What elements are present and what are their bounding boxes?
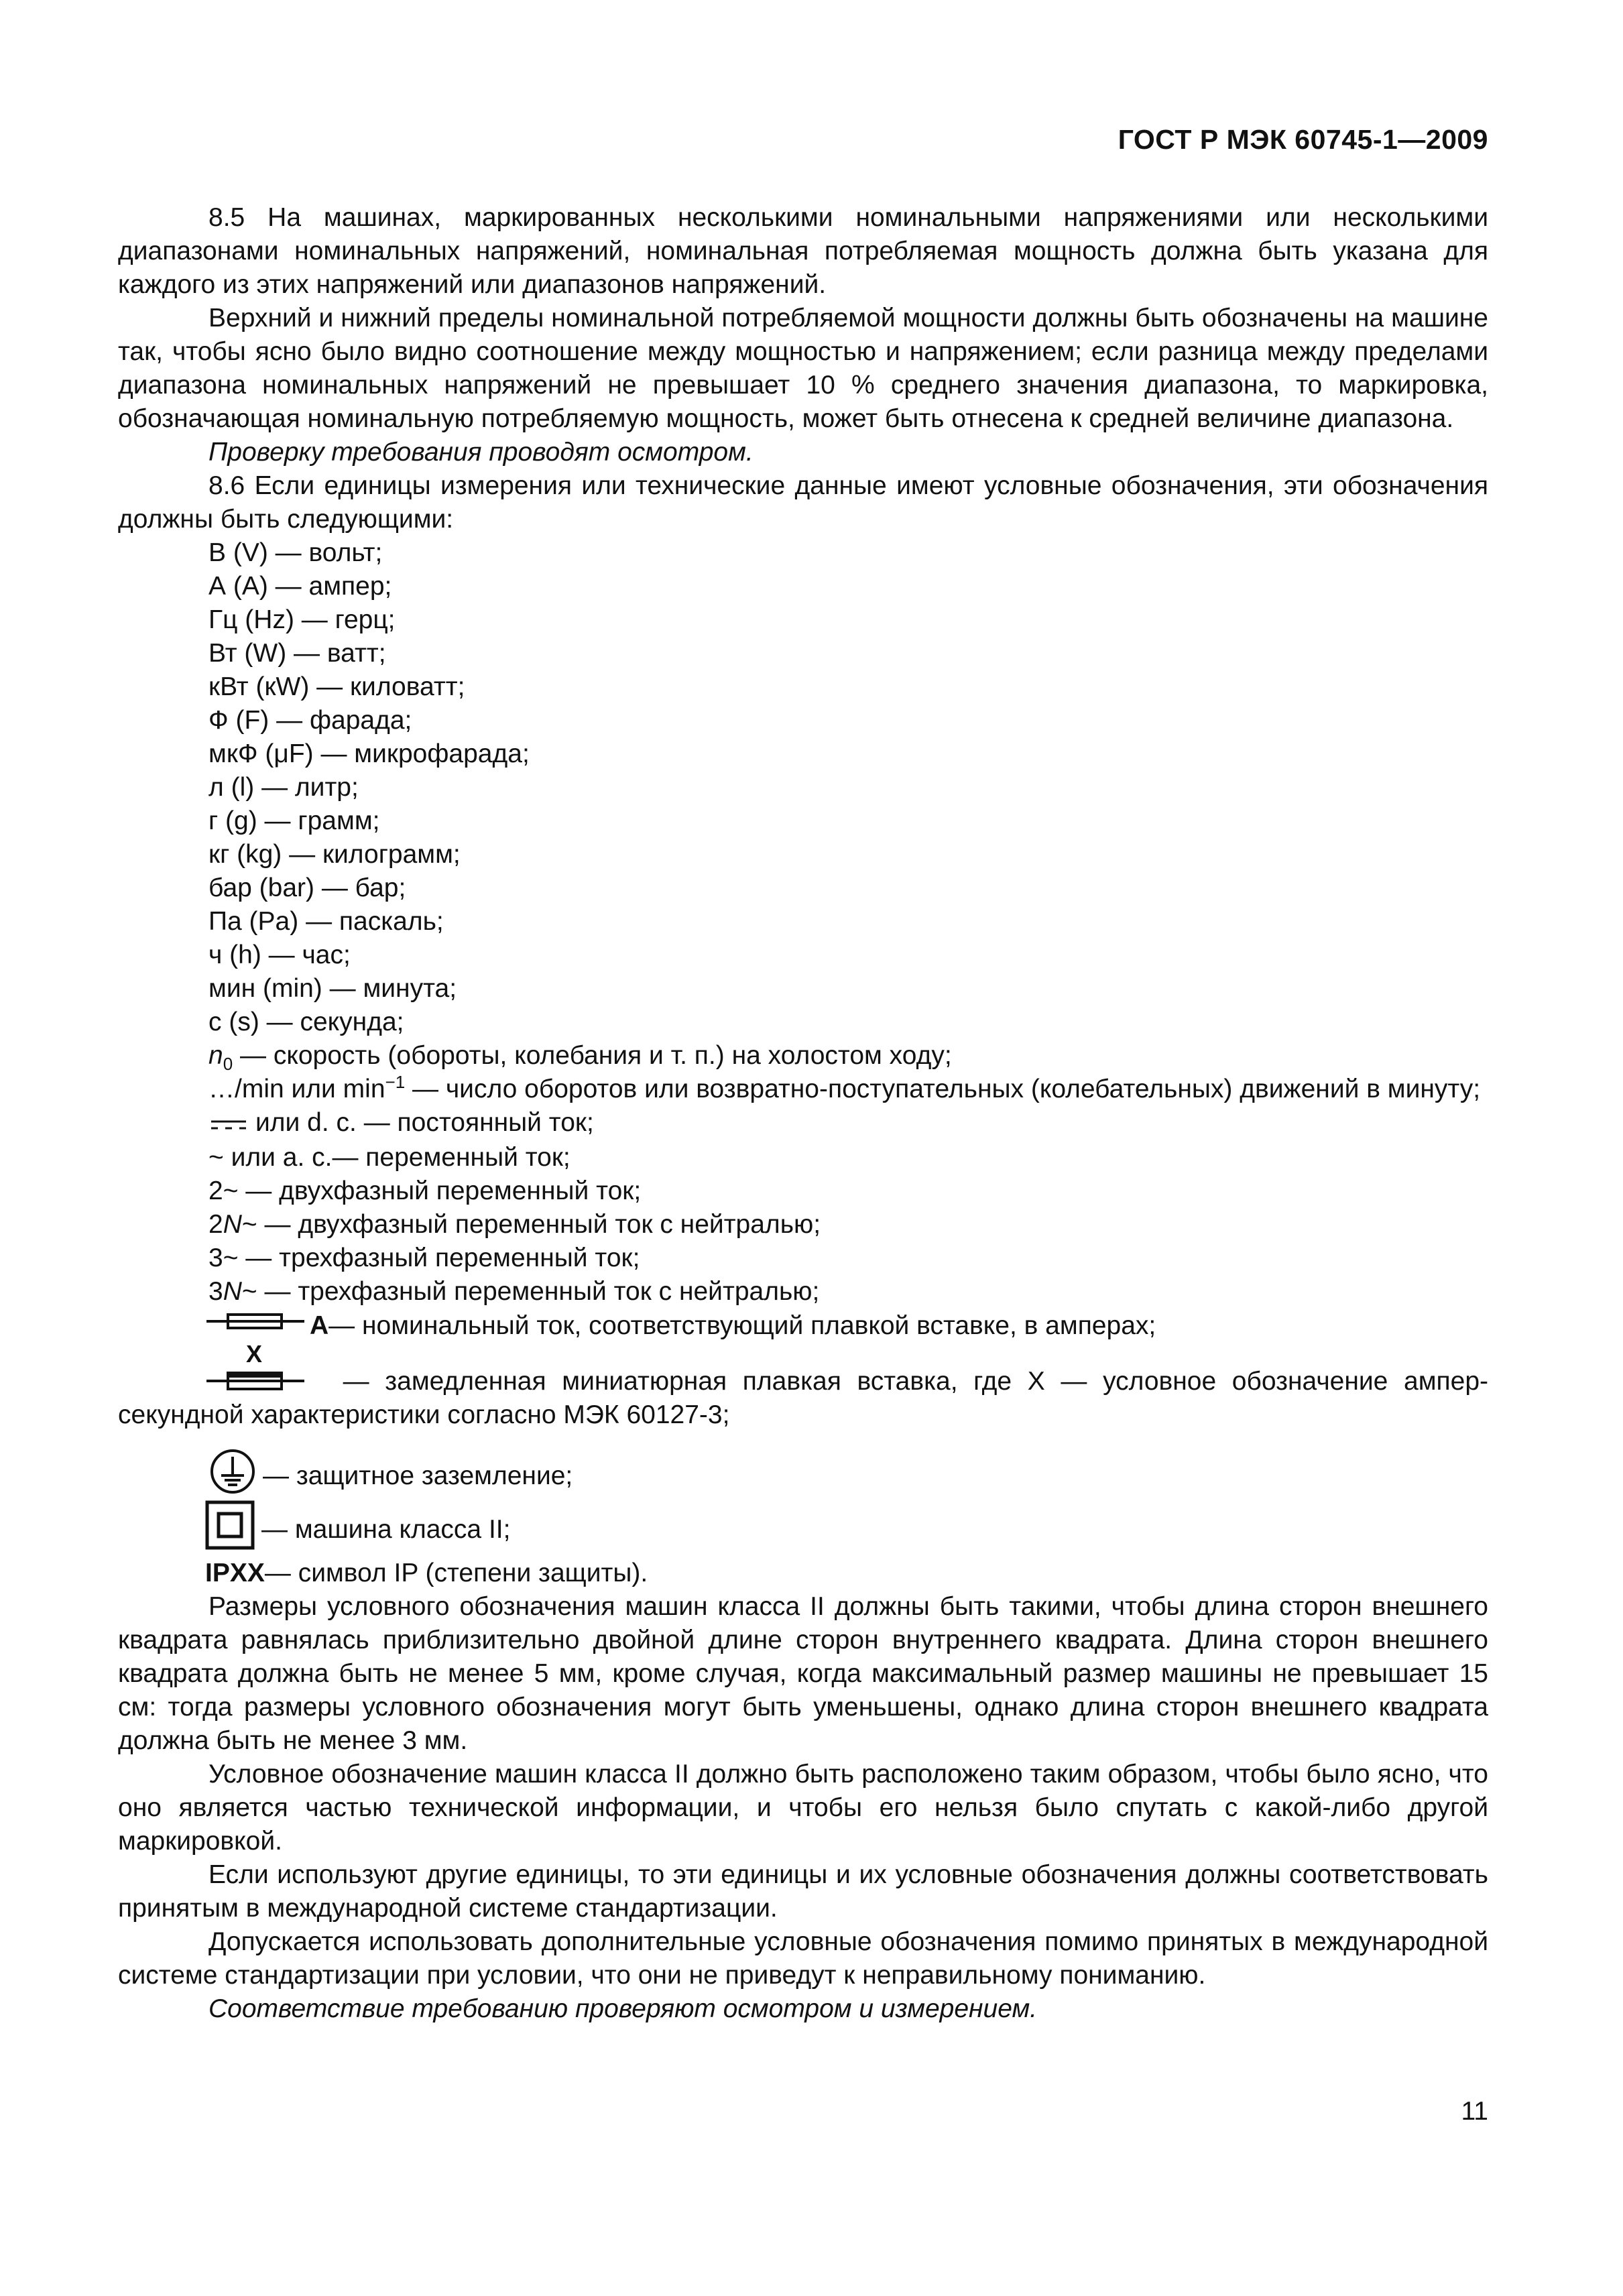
slow-fuse-letter: X bbox=[246, 1339, 263, 1368]
check-8-6: Соответствие требованию проверяют осмотром и измерением. bbox=[208, 1994, 1038, 2023]
unit-item: мин (min) — минута; bbox=[208, 974, 457, 1003]
rpm-sup: −1 bbox=[385, 1072, 406, 1092]
unit-item: кВт (кW) — киловатт; bbox=[208, 672, 465, 701]
three-phase-item: 3~ — трехфазный переменный ток; bbox=[208, 1243, 640, 1272]
three-phase-neutral-prefix: 3 bbox=[208, 1276, 223, 1306]
unit-item: л (l) — литр; bbox=[208, 773, 359, 802]
paragraph-8-6-intro: 8.6 Если единицы измерения или технические данные имеют условные обозначения, эти обозначения должны быть следующими: bbox=[118, 471, 1488, 534]
two-phase-neutral-prefix: 2 bbox=[208, 1209, 223, 1239]
slow-fuse-description: — замедленная миниатюрная плавкая вставка, где X — условное обозначение ампер-секундной характеристики согласно МЭК 60127-3; bbox=[118, 1366, 1488, 1429]
ip-item bbox=[118, 1557, 1488, 1590]
rpm-text-b: — число оборотов или возвратно-поступательных (колебательных) движений в минуту; bbox=[405, 1075, 1481, 1103]
idle-speed-sub: 0 bbox=[223, 1053, 233, 1074]
two-phase-neutral-var: N bbox=[223, 1209, 242, 1239]
ip-label: IPXX bbox=[205, 1558, 265, 1587]
class-ii-item bbox=[118, 1503, 1488, 1557]
earth-text: — защитное заземление; bbox=[263, 1461, 573, 1490]
document-header: ГОСТ Р МЭК 60745-1—2009 bbox=[1118, 124, 1488, 155]
idle-speed-var: n bbox=[208, 1041, 223, 1070]
three-phase-neutral-var: N bbox=[223, 1276, 242, 1306]
two-phase-neutral-item bbox=[118, 1208, 1488, 1242]
unit-item: г (g) — грамм; bbox=[208, 806, 380, 835]
unit-item: Вт (W) — ватт; bbox=[208, 639, 386, 668]
unit-item: В (V) — вольт; bbox=[208, 538, 383, 567]
paragraph-8-5-2: Верхний и нижний пределы номинальной потребляемой мощности должны быть обозначены на машине так, чтобы ясно было видно соотношение между мощностью и напряжением; если разница между пределами диапазона номинальных напряжений не превышает 10 % среднего значения диапазона, то маркировка, обозначающая номинальную потребляемую мощность, может быть отнесена к средней величине диапазона. bbox=[118, 304, 1488, 433]
three-phase-neutral-item bbox=[118, 1275, 1488, 1309]
page-number: 11 bbox=[1461, 2097, 1488, 2126]
paragraph-additional: Допускается использовать дополнительные условные обозначения помимо принятых в международной системе стандартизации при условии, что они не приведут к неправильному пониманию. bbox=[118, 1927, 1488, 1990]
unit-item: Па (Pa) — паскаль; bbox=[208, 907, 444, 936]
three-phase-neutral-text: ~ — трехфазный переменный ток с нейтралью; bbox=[241, 1276, 820, 1306]
unit-item: мкФ (μF) — микрофарада; bbox=[208, 739, 530, 768]
paragraph-8-5-1: 8.5 На машинах, маркированных несколькими номинальными напряжениями или несколькими диапазонами номинальных напряжений, номинальная потребляемая мощность должна быть указана для каждого из этих напряжений или диапазонов напряжений. bbox=[118, 203, 1488, 299]
fuse-icon bbox=[205, 1308, 306, 1343]
earth-item bbox=[118, 1449, 1488, 1503]
fuse-text: — номинальный ток, соответствующий плавкой вставке, в амперах; bbox=[328, 1311, 1156, 1340]
slow-fuse-text bbox=[118, 1365, 1488, 1432]
paragraph-size: Размеры условного обозначения машин класса II должны быть такими, чтобы длина сторон внешнего квадрата равнялась приблизительно двойной длине сторон внутреннего квадрата. Длина сторон внешнего квадрата должна быть не менее 5 мм, кроме случая, когда максимальный размер машины не превышает 15 см: тогда размеры условного обозначения могут быть уменьшены, однако длина сторон внешнего квадрата должна быть не менее 3 мм. bbox=[118, 1591, 1488, 1755]
unit-item: бар (bar) — бар; bbox=[208, 873, 406, 902]
unit-item: А (A) — ампер; bbox=[208, 572, 392, 601]
check-8-5: Проверку требования проводят осмотром. bbox=[208, 438, 754, 467]
protective-earth-icon bbox=[205, 1447, 260, 1504]
unit-item: Гц (Hz) — герц; bbox=[208, 605, 396, 634]
unit-item: Ф (F) — фарада; bbox=[208, 706, 412, 735]
dc-text: или d. c. — постоянный ток; bbox=[255, 1108, 594, 1137]
two-phase-item: 2~ — двухфазный переменный ток; bbox=[208, 1176, 642, 1205]
unit-item: кг (kg) — килограмм; bbox=[208, 840, 461, 869]
ip-text: — символ IP (степени защиты). bbox=[264, 1558, 648, 1587]
paragraph-position: Условное обозначение машин класса II должно быть расположено таким образом, чтобы было ясно, что оно является частью технической информации, и чтобы его нельзя было спутать с какой-либо другой маркировкой. bbox=[118, 1759, 1488, 1856]
dc-symbol-icon bbox=[208, 1107, 249, 1141]
idle-speed-item bbox=[118, 1039, 1488, 1073]
paragraph-other-units: Если используют другие единицы, то эти единицы и их условные обозначения должны соответствовать принятым в международной системе стандартизации. bbox=[118, 1860, 1488, 1923]
unit-item: ч (h) — час; bbox=[208, 941, 351, 969]
ac-item: ~ или a. c.— переменный ток; bbox=[208, 1142, 570, 1172]
slow-fuse-item bbox=[118, 1339, 1488, 1429]
class-ii-icon bbox=[205, 1500, 255, 1559]
fuse-letter: A bbox=[310, 1311, 329, 1340]
rpm-item bbox=[118, 1073, 1488, 1106]
class-ii-text: — машина класса II; bbox=[261, 1514, 511, 1544]
document-body bbox=[118, 201, 1488, 2026]
idle-speed-text: — скорость (обороты, колебания и т. п.) на холостом ходу; bbox=[233, 1041, 952, 1070]
fuse-item bbox=[118, 1309, 1488, 1343]
unit-list bbox=[118, 536, 1488, 1039]
rpm-text-a: …/min или min bbox=[208, 1075, 385, 1103]
unit-item: с (s) — секунда; bbox=[208, 1008, 404, 1036]
dc-item bbox=[118, 1106, 1488, 1141]
two-phase-neutral-text: ~ — двухфазный переменный ток с нейтралью; bbox=[241, 1209, 821, 1239]
